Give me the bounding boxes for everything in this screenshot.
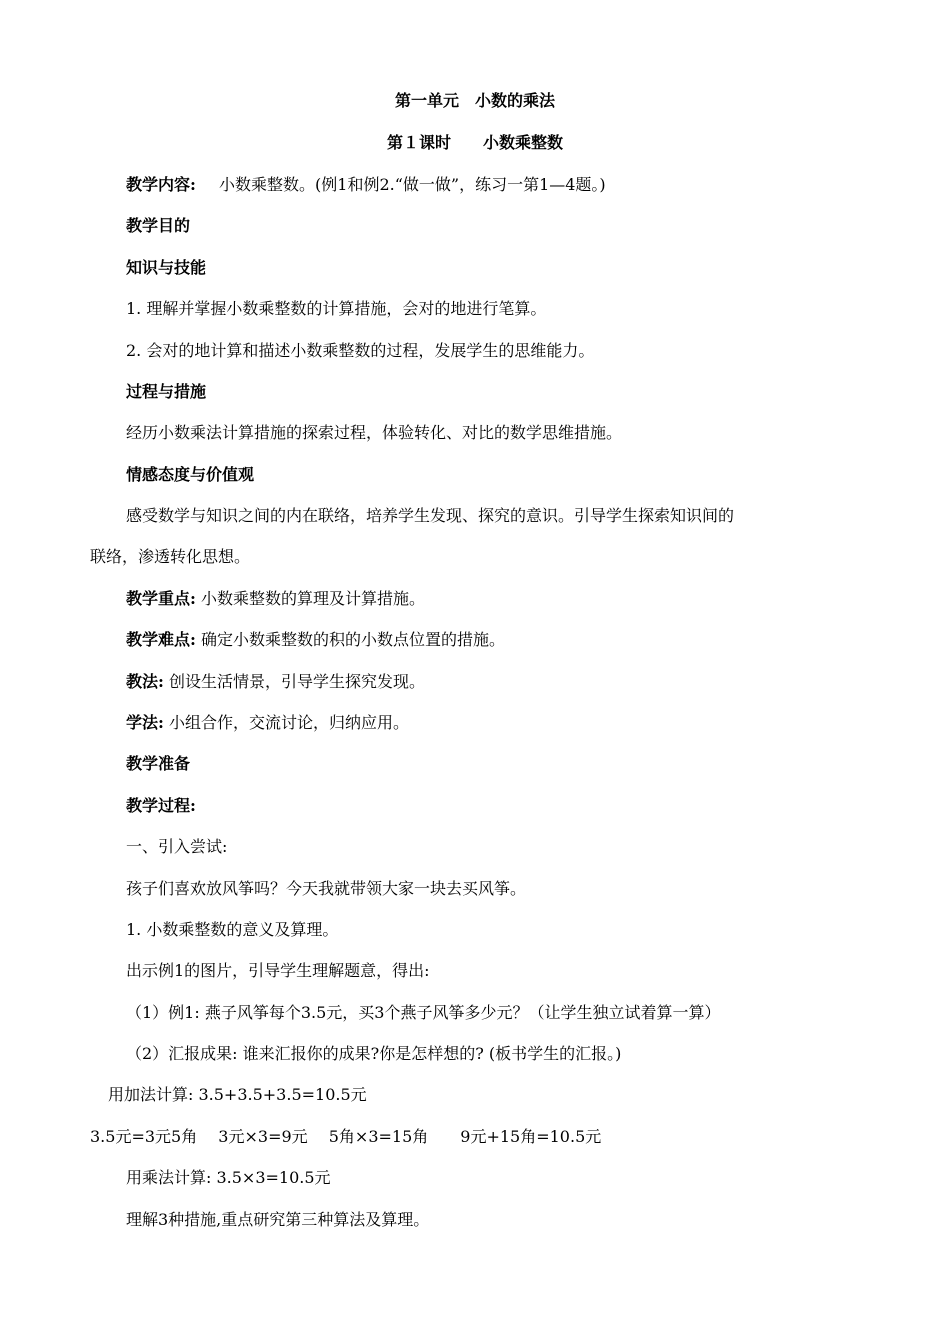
study-method-text: 小组合作，交流讨论，归纳应用。: [169, 713, 410, 732]
difficulty-point: [126, 629, 505, 651]
knowledge-heading: 知识与技能: [126, 258, 207, 277]
emotion-heading: 情感态度与价值观: [126, 465, 255, 484]
prep-heading: 教学准备: [126, 754, 191, 773]
step-1-show: 出示例1的图片，引导学生理解题意，得出:: [126, 961, 430, 980]
step-1-intro: 孩子们喜欢放风筝吗？今天我就带领大家一块去买风筝。: [126, 879, 527, 898]
difficulty-text: 确定小数乘整数的积的小数点位置的措施。: [201, 630, 506, 649]
question-1: （1）例1: 燕子风筝每个3.5元，买3个燕子风筝多少元？（让学生独立试着算一算）: [126, 1003, 721, 1022]
emotion-text-line-2: 联络，渗透转化思想。: [90, 547, 251, 566]
teaching-method-label: 教法:: [126, 672, 164, 691]
teaching-method: [126, 671, 425, 693]
process-text: 经历小数乘法计算措施的探索过程，体验转化、对比的数学思维措施。: [126, 423, 623, 442]
addition-calculation: 用加法计算: 3.5+3.5+3.5=10.5元: [108, 1085, 367, 1104]
process-heading: 过程与措施: [126, 382, 207, 401]
teaching-content: [126, 174, 606, 196]
teaching-content-label: 教学内容:: [126, 175, 196, 194]
key-point-text: 小数乘整数的算理及计算措施。: [201, 589, 426, 608]
teaching-method-text: 创设生活情景，引导学生探究发现。: [169, 672, 426, 691]
lesson-subtitle: 第１课时 小数乘整数: [386, 133, 563, 152]
step-1-heading: 一、引入尝试:: [126, 837, 228, 856]
knowledge-item-1: 1. 理解并掌握小数乘整数的计算措施，会对的地进行笔算。: [126, 299, 547, 318]
conversion-calculation: 3.5元=3元5角 3元×3=9元 5角×3=15角 9元+15角=10.5元: [90, 1127, 602, 1146]
question-2: （2）汇报成果: 谁来汇报你的成果?你是怎样想的? (板书学生的汇报。): [126, 1044, 622, 1063]
study-method-label: 学法:: [126, 713, 164, 732]
key-point: [126, 588, 425, 610]
knowledge-item-2: 2. 会对的地计算和描述小数乘整数的过程，发展学生的思维能力。: [126, 341, 595, 360]
key-point-label: 教学重点:: [126, 589, 196, 608]
goals-heading: 教学目的: [126, 216, 191, 235]
step-1-subheading: 1. 小数乘整数的意义及算理。: [126, 920, 339, 939]
emotion-text-line-1: 感受数学与知识之间的内在联络，培养学生发现、探究的意识。引导学生探索知识间的: [126, 506, 735, 525]
teaching-content-text: 小数乘整数。(例1和例2.“做一做”，练习一第1—4题。): [219, 175, 606, 194]
study-method: [126, 712, 409, 734]
teaching-process-heading: 教学过程:: [126, 796, 196, 815]
difficulty-label: 教学难点:: [126, 630, 196, 649]
understand-methods: 理解3种措施,重点研究第三种算法及算理。: [126, 1210, 430, 1229]
multiplication-calculation: 用乘法计算: 3.5×3=10.5元: [126, 1168, 331, 1187]
page-title: 第一单元 小数的乘法: [394, 91, 555, 110]
